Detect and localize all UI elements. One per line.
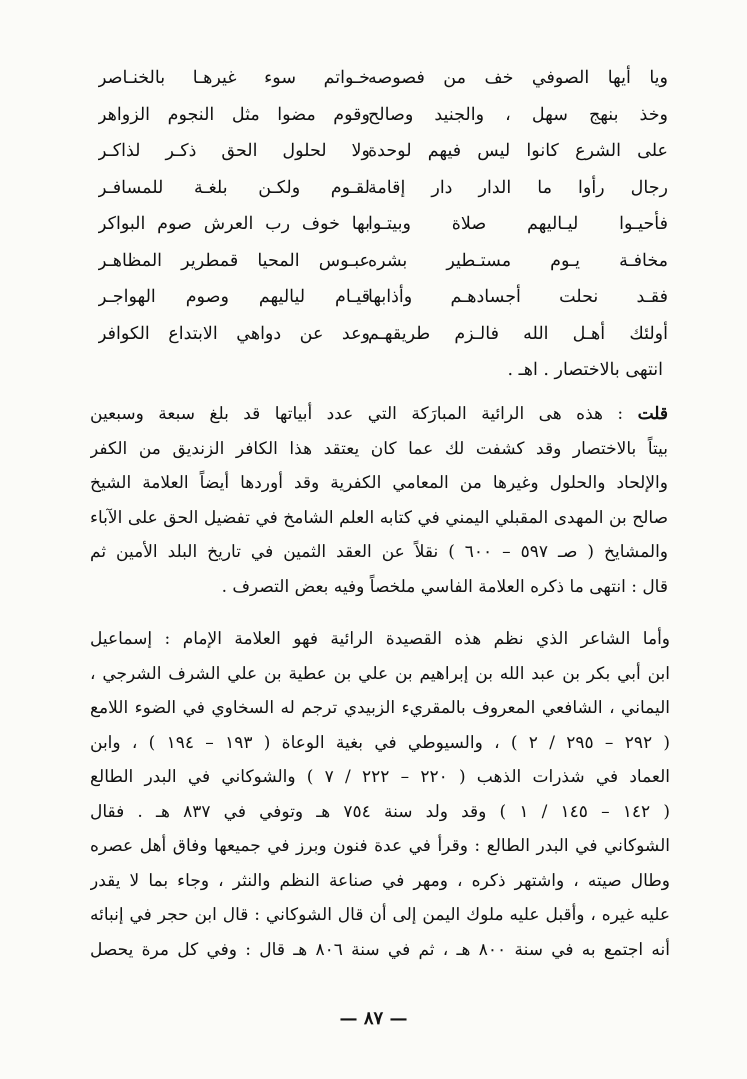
paragraph-line: والمشايخ ( صـ ٥٩٧ – ٦٠٠ ) نقلاً عن العقد الثمين في تاريخ البلد الأمين ثم <box>90 542 668 562</box>
poem-verse: على الشرع كانوا ليس فيهم لوحدة <box>368 141 668 161</box>
paragraph-line: وأما الشاعر الذي نظم هذه القصيدة الرائية فهو العلامة الإمام : إسماعيل <box>90 629 670 649</box>
paragraph-line: العماد في شذرات الذهب ( ٢٢٠ – ٢٢٢ / ٧ ) والشوكاني في البدر الطالع <box>90 767 670 787</box>
paragraph-line: ( ١٤٢ – ١٤٥ / ١ ) وقد ولد سنة ٧٥٤ هـ وتوفي في ٨٣٧ هـ . فقال <box>90 801 670 822</box>
poem-verse: وعد عن دواهي الابتداع الكوافر <box>98 323 370 344</box>
poem-verse: وخذ بنهج سهل ، والجنيد وصالح <box>368 104 668 125</box>
paragraph-line: قال : انتهى ما ذكره العلامة الفاسي ملخصاً وفيه بعض التصرف . <box>221 576 668 597</box>
poem-verse: فأحيـوا ليـاليهم صلاة وبيتـوا <box>368 214 668 234</box>
poem-end-note: انتهى بالاختصار . اهـ . <box>507 360 663 380</box>
poem-verse: خـواتم سوء غيرهـا بالخنـاصر <box>98 68 370 88</box>
lead-word: قلت <box>637 404 668 424</box>
paragraph-line: أنه اجتمع به في سنة ٨٠٠ هـ ، ثم في سنة ٨٠٦ هـ قال : وفي كل مرة يحصل <box>90 939 670 960</box>
poem-verse: مخافـة يـوم مستـطير بشره <box>368 250 668 271</box>
paragraph-line: صالح بن المهدى المقبلي اليمني في كتابه العلم الشامخ في تفضيل الحق على الآباء <box>90 507 668 528</box>
poem-verse: لقـوم ولكـن بلغـة للمسافـر <box>98 177 370 198</box>
poem-verse: ويا أيها الصوفي خف من فصوصه <box>368 68 668 88</box>
paragraph-line: الشوكاني في البدر الطالع : وقرأ في عدة فنون وبرز في جميعها وفاق أهل عصره <box>90 836 670 856</box>
poem-verse: قيـام لياليهم وصوم الهواجـر <box>98 287 370 307</box>
poem-verse: وقوم مضوا مثل النجوم الزواهر <box>98 104 370 125</box>
paragraph-line: ابن أبي بكر بن عبد الله بن إبراهيم بن علي بن عطية بن علي الشرف الشرجي ، <box>90 663 670 684</box>
poem-verse: ولا لحلول الحق ذكـر لذاكـر <box>98 141 370 161</box>
paragraph-line: عليه غيره ، وأقبل عليه ملوك اليمن إلى أن قال الشوكاني : قال ابن حجر في إنبائه <box>90 905 670 925</box>
paragraph-line: ( ٢٩٢ – ٢٩٥ / ٢ ) ، والسيوطي في بغية الوعاة ( ١٩٣ – ١٩٤ ) ، وابن <box>90 732 670 753</box>
poem-verse: عبـوس المحيا قمطرير المظاهـر <box>98 250 370 271</box>
poem-verse: أولئك أهـل الله فالـزم طريقهـم <box>368 323 668 344</box>
poem-verse: بها خوف رب العرش صوم البواكر <box>98 214 370 234</box>
poem-verse: فقـد نحلت أجسادهـم وأذابها <box>368 287 668 307</box>
paragraph-line: بيتاً بالاختصار وقد كشفت لك عما كان يعتقد هذا الكافر الزنديق من الكفر <box>90 438 668 459</box>
paragraph-line: اليماني ، الشافعي المعروف بالمقريء الزبيدي ترجم له السخاوي في الضوء اللامع <box>90 698 670 718</box>
poem-first-hemistichs <box>368 60 668 352</box>
line-text: : هذه هى الرائية المبارَكة التي عدد أبياتها قد بلغ سبعة وسبعين <box>90 404 624 424</box>
paragraph-line <box>90 397 668 432</box>
paragraph-line: والإلحاد والحلول وغيرها من المعامي الكفرية وقد أوردها أيضاً العلامة الشيخ <box>90 473 668 493</box>
poem-verse: رجال رأوا ما الدار دار إقامة <box>368 177 668 198</box>
poem-second-hemistichs <box>98 60 370 352</box>
page-number: — ٨٧ — <box>339 1008 408 1029</box>
paragraph-line: وطال صيته ، واشتهر ذكره ، ومهر في صناعة النظم والنثر ، وجاء بما لا يقدر <box>90 870 670 891</box>
commentary-paragraph <box>90 397 668 604</box>
biography-paragraph <box>90 622 670 967</box>
